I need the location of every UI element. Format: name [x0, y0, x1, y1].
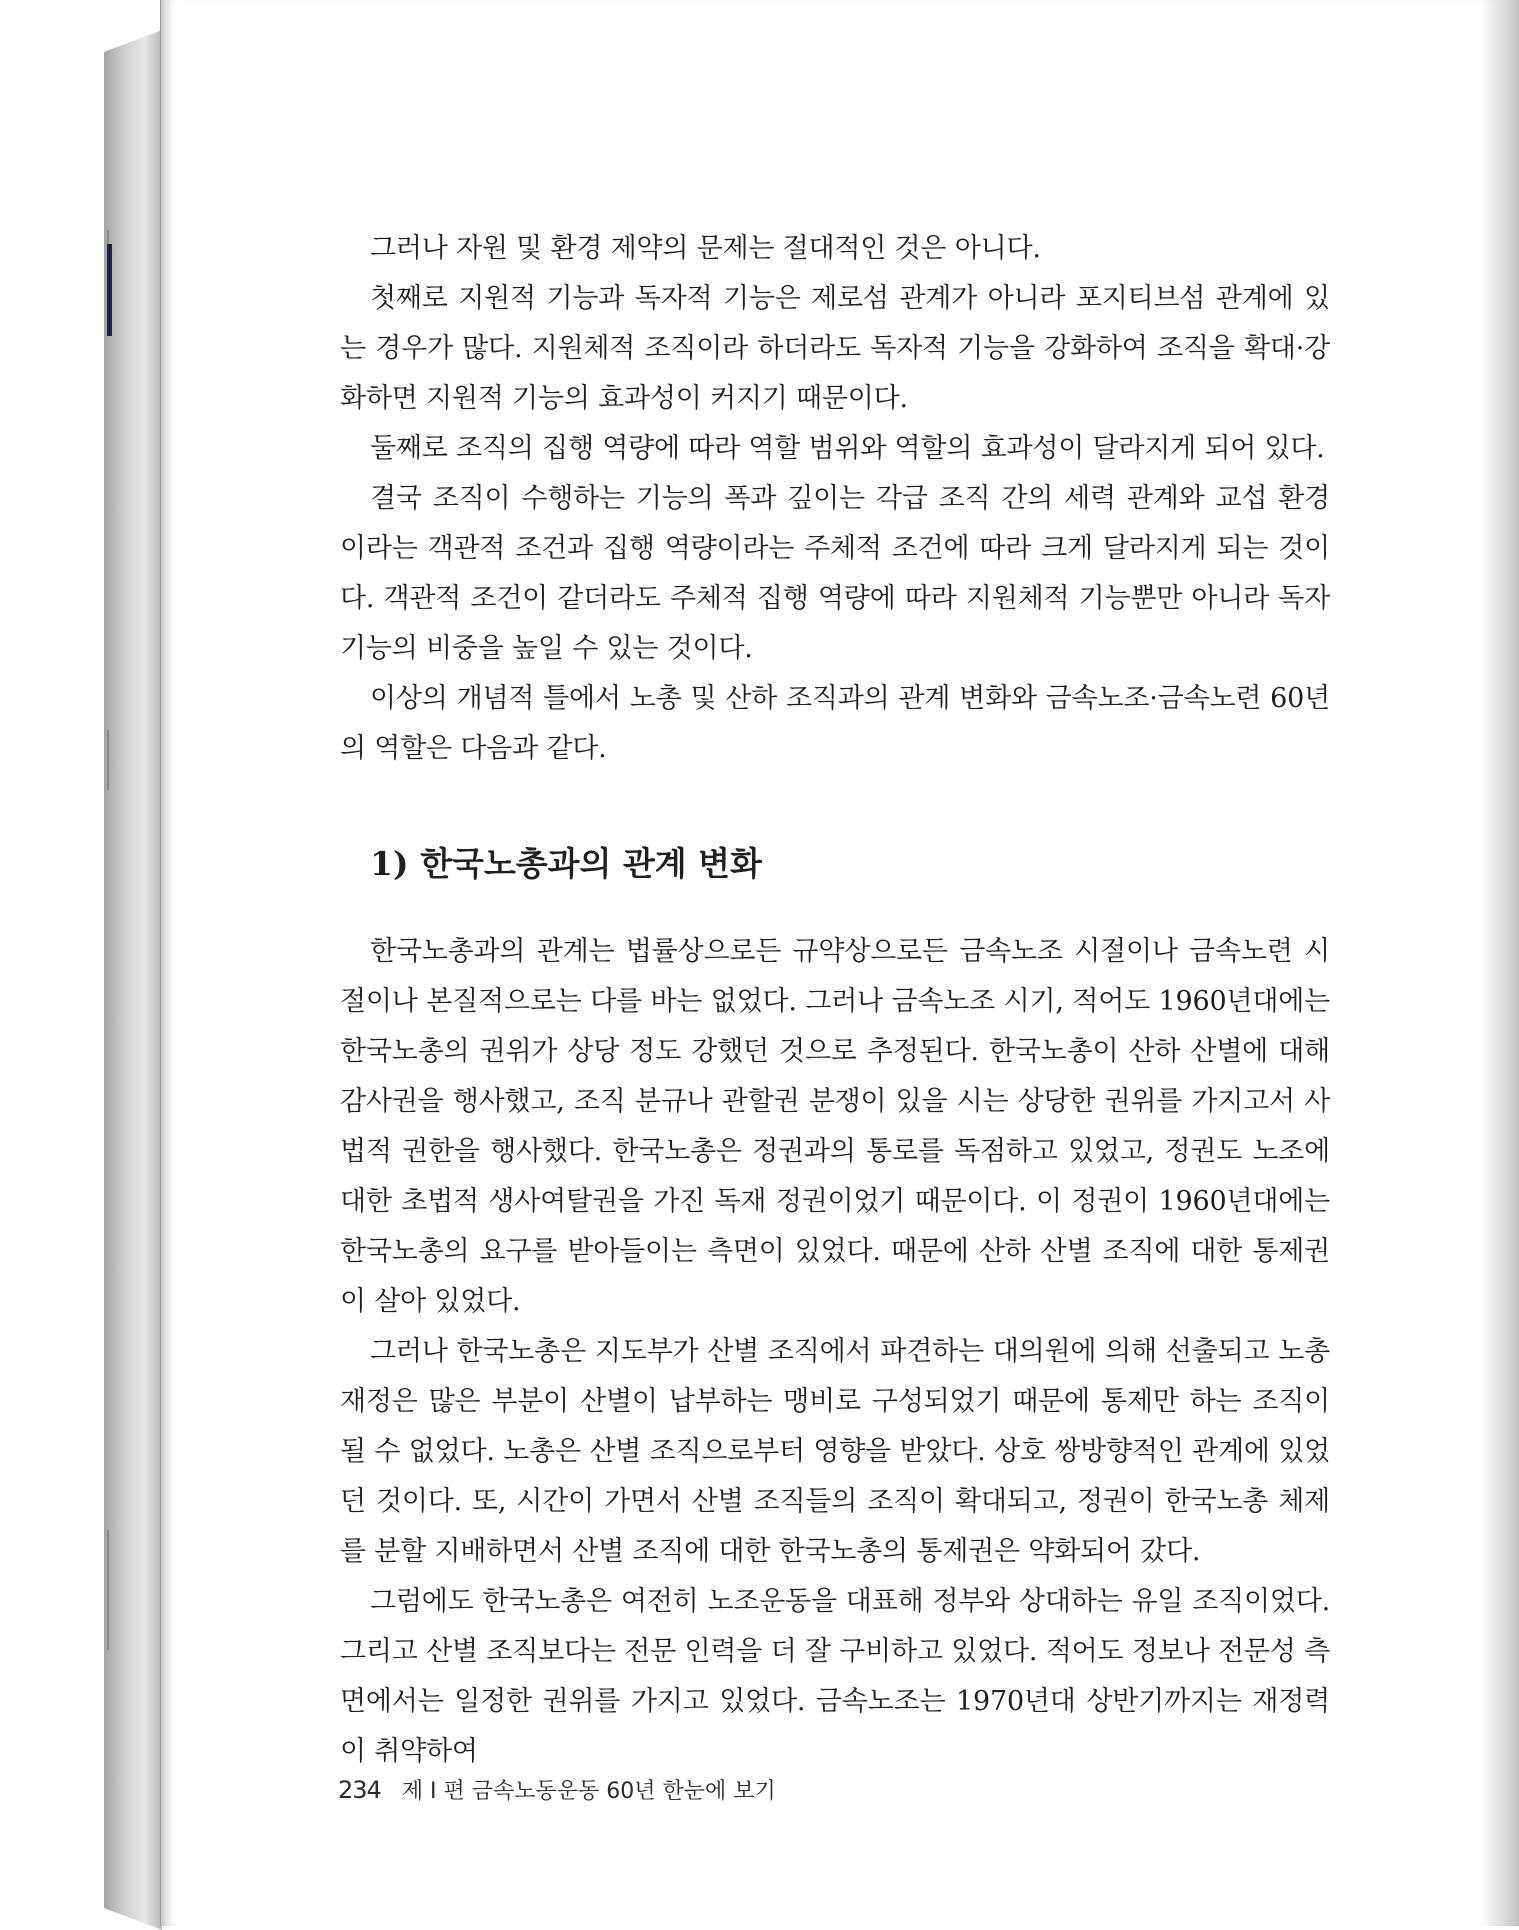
paragraph: 그러나 한국노총은 지도부가 산별 조직에서 파견하는 대의원에 의해 선출되고 노총 재정은 많은 부분이 산별이 납부하는 맹비로 구성되었기 때문에 통제만 하는 조직이 될 수 없었다. 노총은 산별 조직으로부터 영향을 받았다. 상호 쌍방향적인 관계에 있었던 것이다. 또, 시간이 가면서 산별 조직들의 조직이 확대되고, 정권이 한국노총 체제를 분할 지배하면서 산별 조직에 대한 한국노총의 통제권은 약화되어 갔다. [340, 1336, 1330, 1567]
intro-text-block [340, 224, 1330, 774]
bookmark-ribbon [107, 244, 112, 336]
paragraph: 이상의 개념적 틀에서 노총 및 산하 조직과의 관계 변화와 금속노조·금속노련 60년의 역할은 다음과 같다. [340, 683, 1330, 764]
page-number: 234 [338, 1776, 381, 1804]
section-text-block [340, 927, 1330, 1777]
page-stack-edge [104, 30, 162, 1930]
paragraph: 첫째로 지원적 기능과 독자적 기능은 제로섬 관계가 아니라 포지티브섬 관계에 있는 경우가 많다. 지원체적 조직이라 하더라도 독자적 기능을 강화하여 조직을 확대·강화하면 지원적 기능의 효과성이 커지기 때문이다. [340, 283, 1330, 414]
paragraph: 결국 조직이 수행하는 기능의 폭과 깊이는 각급 조직 간의 세력 관계와 교섭 환경 이라는 객관적 조건과 집행 역량이라는 주체적 조건에 따라 크게 달라지게 되는 것이다. 객관적 조건이 같더라도 주체적 집행 역량에 따라 지원체적 기능뿐만 아니라 독자 기능의 비중을 높일 수 있는 것이다. [340, 483, 1330, 664]
paragraph: 그러나 자원 및 환경 제약의 문제는 절대적인 것은 아니다. [370, 233, 1041, 264]
paragraph: 한국노총과의 관계는 법률상으로든 규약상으로든 금속노조 시절이나 금속노련 시절이나 본질적으로는 다를 바는 없었다. 그러나 금속노조 시기, 적어도 1960년대에는 한국노총의 권위가 상당 정도 강했던 것으로 추정된다. 한국노총이 산하 산별에 대해 감사권을 행사했고, 조직 분규나 관할권 분쟁이 있을 시는 상당한 권위를 가지고서 사법적 권한을 행사했다. 한국노총은 정권과의 통로를 독점하고 있었고, 정권도 노조에 대한 초법적 생사여탈권을 가진 독재 정권이었기 때문이다. 이 정권이 1960년대에는 한국노총의 요구를 받아들이는 측면이 있었다. 때문에 산하 산별 조직에 대한 통제권이 살아 있었다. [340, 936, 1330, 1317]
running-title: 제 I 편 금속노동운동 60년 한눈에 보기 [401, 1779, 776, 1804]
page-curl-shadow [1480, 0, 1519, 1926]
paragraph: 그럼에도 한국노총은 여전히 노조운동을 대표해 정부와 상대하는 유일 조직이었다. 그리고 산별 조직보다는 전문 인력을 더 잘 구비하고 있었다. 적어도 정보나 전문성 측면에서는 일정한 권위를 가지고 있었다. 금속노조는 1970년대 상반기까지는 재정력이 취약하여 [340, 1586, 1330, 1767]
section-heading: 1) 한국노총과의 관계 변화 [370, 844, 762, 883]
page-footer [338, 1775, 776, 1807]
paragraph: 둘째로 조직의 집행 역량에 따라 역할 범위와 역할의 효과성이 달라지게 되어 있다. [370, 433, 1325, 464]
